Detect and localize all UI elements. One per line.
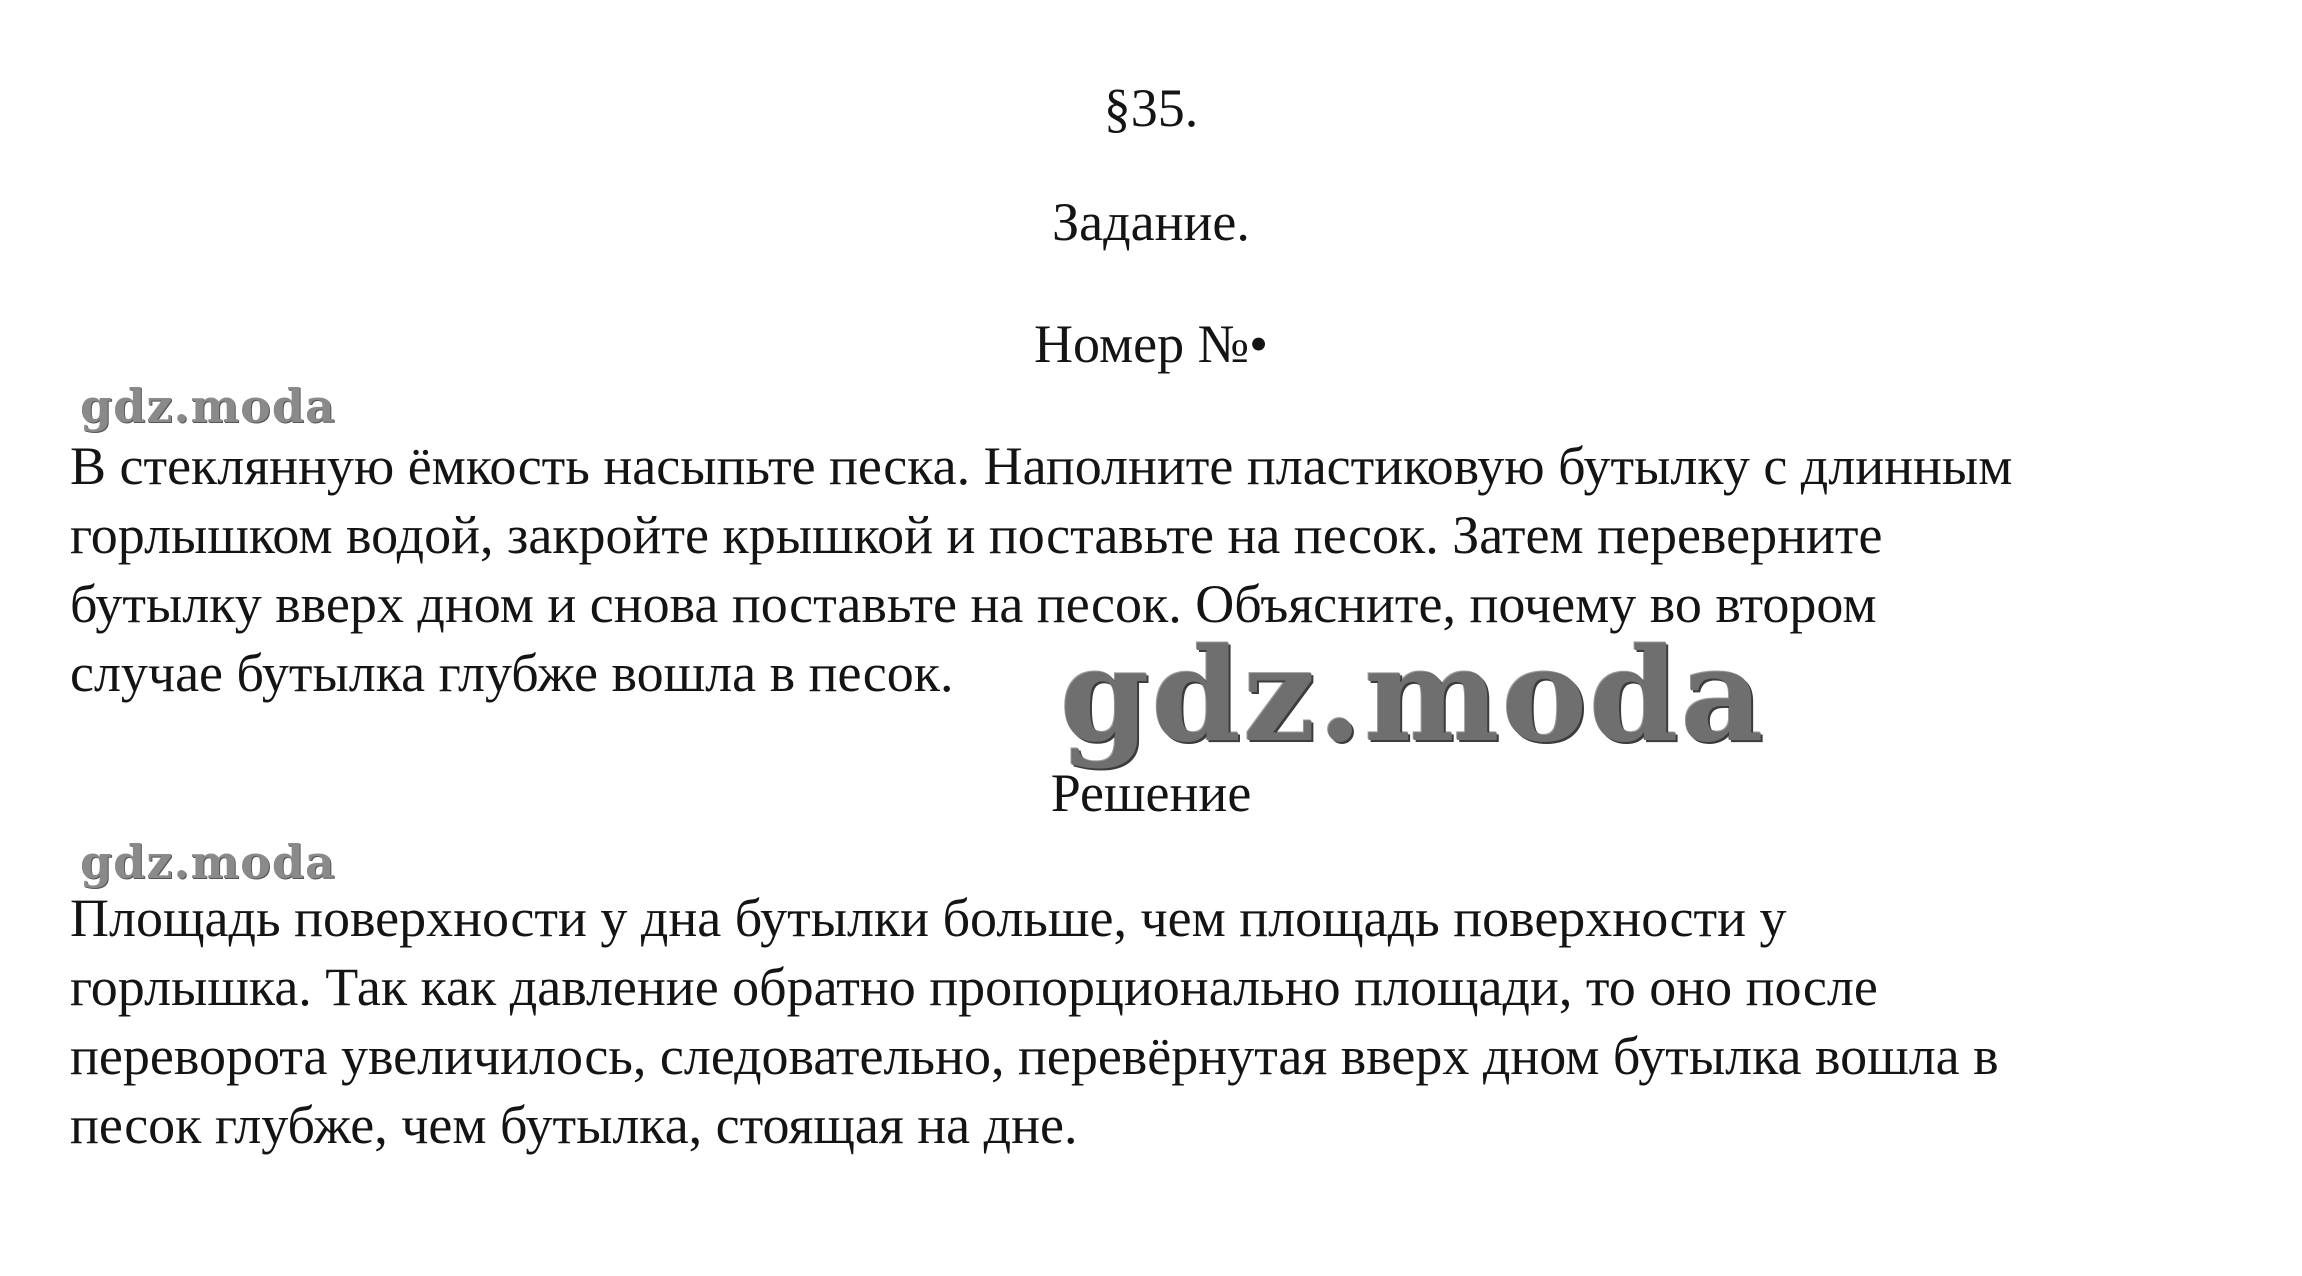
solution-line: переворота увеличилось, следовательно, перевёрнутая вверх дном бутылка вошла в	[70, 1026, 1999, 1086]
task-line: бутылку вверх дном и снова поставьте на песок. Объясните, почему во втором	[70, 574, 1877, 634]
solution-paragraph	[70, 884, 2270, 1160]
section-number: §35.	[1103, 78, 1199, 138]
task-heading: Задание.	[1052, 192, 1250, 252]
watermark-logo: gdz.moda	[80, 379, 336, 433]
solution-line: песок глубже, чем бутылка, стоящая на дне.	[70, 1095, 1078, 1155]
solution-line: горлышка. Так как давление обратно пропорционально площади, то оно после	[70, 957, 1878, 1017]
task-line: случае бутылка глубже вошла в песок.	[70, 643, 954, 703]
task-line: В стеклянную ёмкость насыпьте песка. Наполните пластиковую бутылку с длинным	[70, 436, 2013, 496]
watermark-logo-large: gdz.moda	[1060, 621, 1766, 771]
problem-number: Номер №•	[1033, 314, 1269, 374]
watermark-logo: gdz.moda	[80, 835, 336, 889]
solution-line: Площадь поверхности у дна бутылки больше, чем площадь поверхности у	[70, 888, 1787, 948]
task-line: горлышком водой, закройте крышкой и поставьте на песок. Затем переверните	[70, 505, 1883, 565]
solution-heading: Решение	[1050, 763, 1252, 823]
